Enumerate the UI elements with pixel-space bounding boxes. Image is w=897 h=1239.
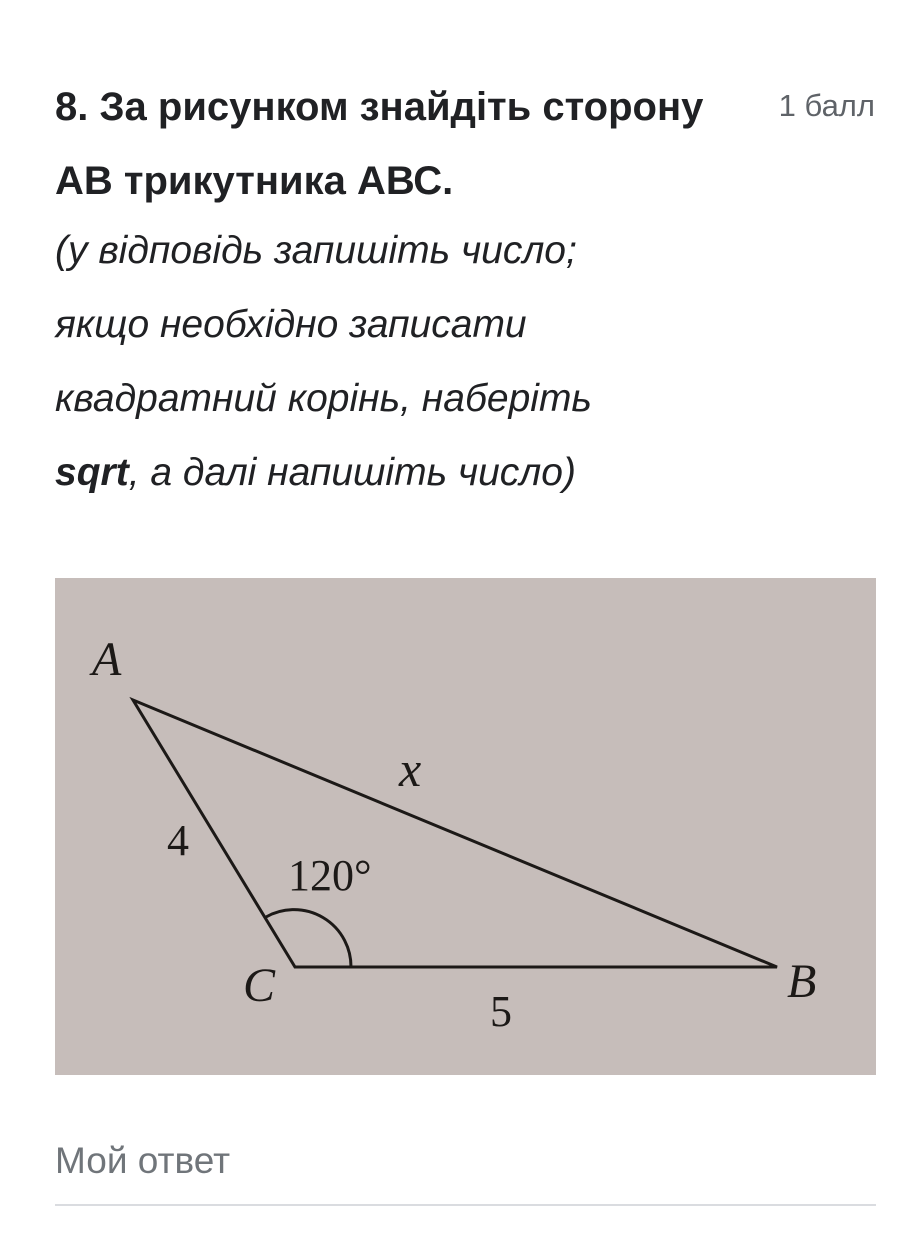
side-ac-label: 4: [167, 816, 189, 865]
vertex-b-label: B: [787, 955, 817, 1008]
triangle-abc: [133, 700, 777, 967]
vertex-a-label: A: [92, 633, 122, 686]
description-line-2: якщо необхідно записати: [55, 303, 527, 346]
description-line-4-rest: , а далі напишіть число): [128, 451, 576, 494]
triangle-diagram: [55, 578, 876, 1075]
angle-c-label: 120°: [288, 851, 372, 900]
question-title: 8. За рисунком знайдіть сторону АВ трикутника АВС.: [55, 85, 704, 203]
triangle-figure: [55, 578, 876, 1075]
question-points: 1 балл: [778, 88, 875, 123]
description-line-3: квадратний корінь, наберіть: [55, 377, 592, 420]
vertex-c-label: C: [243, 959, 276, 1012]
question-description: [55, 214, 745, 510]
answer-section: [55, 1140, 876, 1206]
description-line-1: (у відповідь запишіть число;: [55, 229, 577, 272]
answer-input[interactable]: [55, 1140, 876, 1206]
description-line-4: [55, 436, 745, 510]
description-keyword: sqrt: [55, 451, 129, 494]
side-ab-label: x: [399, 741, 422, 797]
question-card: [55, 70, 875, 510]
side-cb-label: 5: [490, 987, 512, 1036]
